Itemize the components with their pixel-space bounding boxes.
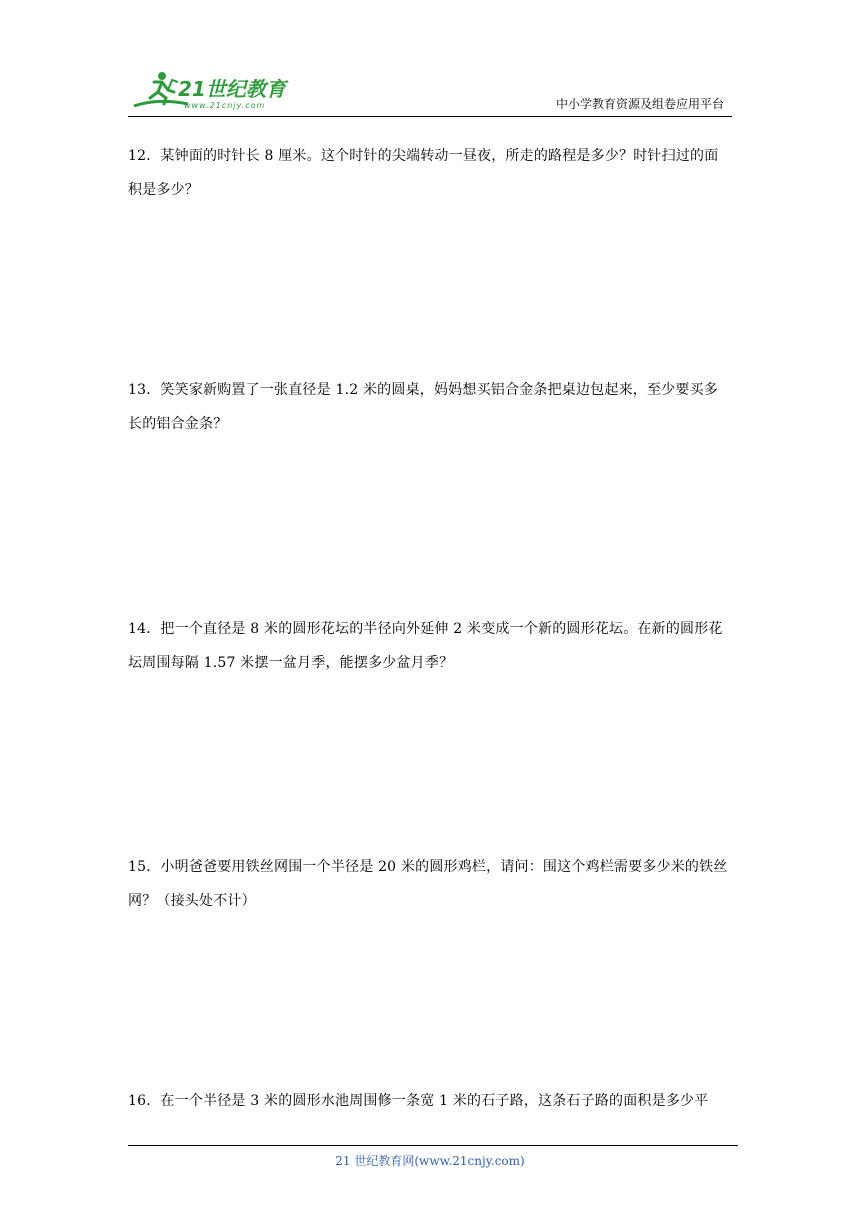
question-16: 16．在一个半径是 3 米的圆形水池周围修一条宽 1 米的石子路，这条石子路的面积是多少平 — [128, 1093, 709, 1109]
footer-divider — [128, 1145, 738, 1146]
footer-text: 21 世纪教育网(www.21cnjy.com) — [335, 1154, 525, 1168]
question-13: 13．笑笑家新购置了一张直径是 1.2 米的圆桌，妈妈想买铝合金条把桌边包起来，至少要买多长的铝合金条？ — [128, 382, 718, 432]
question-12: 12．某钟面的时针长 8 厘米。这个时针的尖端转动一昼夜，所走的路程是多少？时针扫过的面积是多少？ — [128, 148, 719, 198]
page-header — [128, 66, 732, 117]
platform-title: 中小学教育资源及组卷应用平台 — [555, 97, 724, 111]
svg-text:www.21cnjy.com: www.21cnjy.com — [184, 101, 266, 110]
question-15: 15．小明爸爸要用铁丝网围一个半径是 20 米的圆形鸡栏，请问：围这个鸡栏需要多少米的铁丝网？（接头处不计） — [128, 859, 728, 909]
logo-21cnjy — [128, 68, 298, 114]
runner-logo-icon — [128, 68, 298, 114]
question-14: 14．把一个直径是 8 米的圆形花坛的半径向外延伸 2 米变成一个新的圆形花坛。在新的圆形花坛周围每隔 1.57 米摆一盆月季，能摆多少盆月季？ — [128, 621, 723, 671]
svg-text:21世纪教育: 21世纪教育 — [178, 77, 286, 101]
